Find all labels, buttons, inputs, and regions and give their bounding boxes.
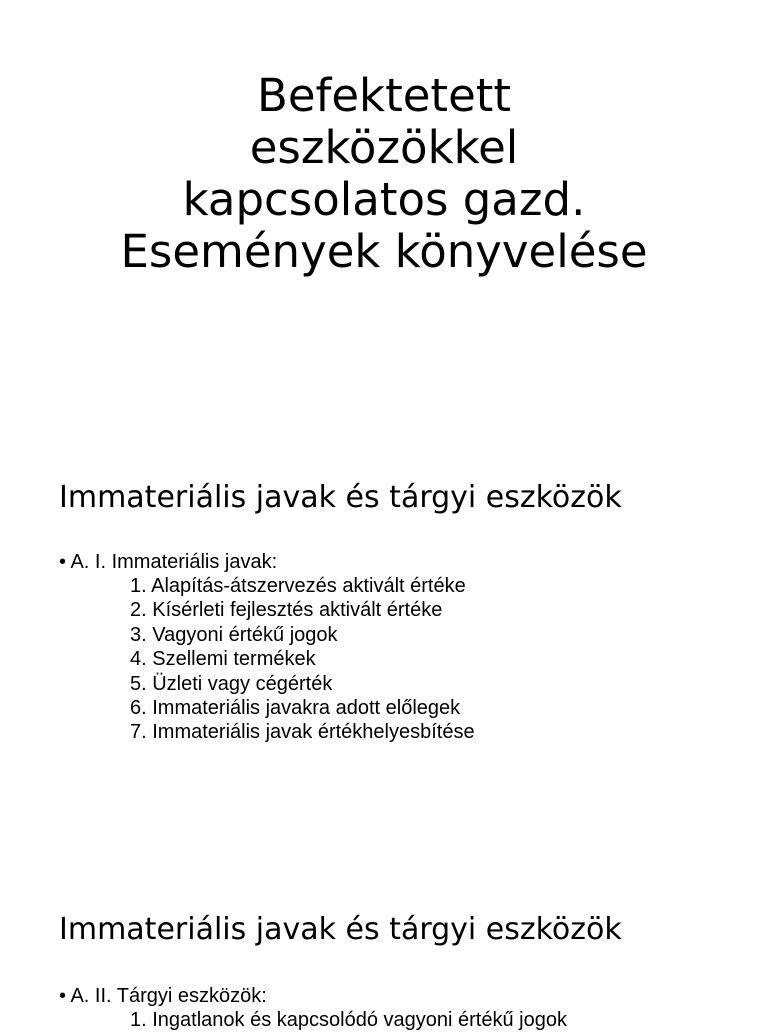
list-item: 1. Alapítás-átszervezés aktivált értéke [130,575,466,597]
list-item: 5. Üzleti vagy cégérték [130,672,333,695]
title-line: Események könyvelése [120,225,648,278]
list-item: 6. Immateriális javakra adott előlegek [130,697,461,720]
section-heading: Immateriális javak és tárgyi eszközök [59,912,622,947]
title-line: eszközökkel [249,121,519,174]
title-line: kapcsolatos gazd. [182,173,586,226]
bullet-item: • A. II. Tárgyi eszközök: [59,985,267,1007]
numbered-list [130,574,475,745]
list-item: 4. Szellemi termékek [130,648,316,671]
list-item: 7. Immateriális javak értékhelyesbítése [130,721,475,744]
list-item: 3. Vagyoni értékű jogok [130,623,338,646]
list-item: 1. Ingatlanok és kapcsolódó vagyoni értékű jogok [130,1009,567,1031]
slide-title [0,70,768,278]
list-item: 2. Kísérleti fejlesztés aktivált értéke [130,599,443,622]
numbered-list [130,1008,567,1032]
section-heading: Immateriális javak és tárgyi eszközök [59,480,622,515]
bullet-item: • A. I. Immateriális javak: [59,551,278,573]
title-line: Befektetett [256,69,512,122]
